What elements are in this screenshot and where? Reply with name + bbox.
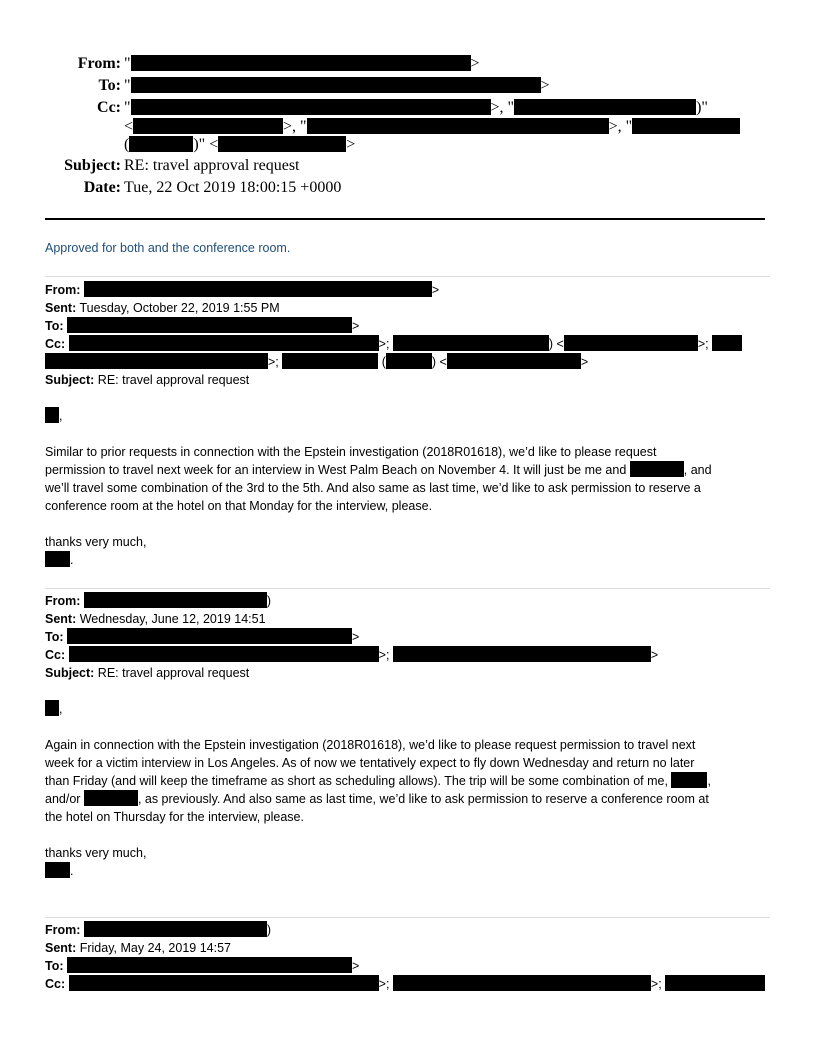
redaction	[307, 118, 609, 134]
redaction	[514, 99, 696, 115]
redaction	[133, 118, 283, 134]
email2-subject: RE: travel approval request	[97, 666, 250, 680]
redaction	[131, 77, 541, 93]
email3-sent: Friday, May 24, 2019 14:57	[79, 941, 231, 955]
email3-from-row: From: )	[45, 923, 272, 937]
email2-body-line-5: the hotel on Thursday for the interview, please.	[45, 810, 304, 824]
email2-body-line-4: and/or , as previously. And also same as last time, we’d like to ask permission to reserve a conference room at	[45, 792, 709, 806]
email2-sent-row: Sent: Wednesday, June 12, 2019 14:51	[45, 612, 266, 626]
redaction	[131, 99, 491, 115]
email2-subject-row: Subject: RE: travel approval request	[45, 666, 250, 680]
redaction	[129, 136, 193, 152]
redaction	[393, 646, 651, 662]
email2-from-row: From: )	[45, 594, 272, 608]
redaction	[67, 957, 352, 973]
divider	[45, 588, 770, 589]
email1-body-line-3: we’ll travel some combination of the 3rd to the 5th. And also same as last time, we’d like to ask permission to reserve a	[45, 481, 701, 495]
header-cc-label: Cc:	[97, 99, 121, 116]
email2-body-line-1: Again in connection with the Epstein investigation (2018R01618), we’d like to please request permission to travel next	[45, 738, 696, 752]
header-date-label: Date:	[83, 179, 121, 196]
header-subject: RE: travel approval request	[124, 157, 300, 174]
email1-body-line-2: permission to travel next week for an interview in West Palm Beach on November 4. It will just be me and , and	[45, 463, 712, 477]
email2-greeting: ,	[45, 700, 62, 718]
redaction	[393, 975, 651, 991]
email3-cc-row: Cc: >; >;	[45, 975, 765, 993]
redaction	[67, 317, 352, 333]
header-cc-row-2: < >, " >, "	[124, 117, 740, 137]
header-to-label: To:	[98, 77, 121, 94]
header-from-label: From:	[77, 55, 121, 72]
email1-to-row: To: >	[45, 319, 360, 333]
email3-sent-row: Sent: Friday, May 24, 2019 14:57	[45, 941, 231, 955]
page: From: " > To: " > Cc: " >, " )" < >, " >, " ( )" < > Subject: RE: travel approval request Date: Tue, 22 Oct 2019 18:00:15 +0000 Approved for both and the conference room. From: > Sent: Tuesday, October 22, 2019 1:55 PM To: > Cc: >; ) < >; >; ( ) < > Subject: RE: travel approval request , Similar to prior requests in connection with the Epstein investigation (2018R01618), we’d like to please request permission to travel next week for an interview in West Palm Beach on November 4. It will just be me and , and we’ll travel some combination of the 3rd to the 5th. And also same as last time, we’d like to ask permission to reserve a conference room at the hotel on that Monday for the interview, please. thanks very much, . From: ) Sent: Wednesday, June 12, 2019 14:51 To: > Cc: >; > Subject: RE: travel approval request , Again in connection with the Epstein investigation (2018R01618), we’d like to please request permission to travel next week for a victim interview in Los Angeles. As of now we tentatively expect to fly down Wednesday and return no later than Friday (and will keep the timeframe as short as scheduling allows). The trip will be some combination of me, , and/or , as previously. And also same as last time, we’d like to ask permission to reserve a conference room at the hotel on Thursday for the interview, please. thanks very much, . From: ) Sent: Friday, May 24, 2019 14:57 To: > Cc: >; >;	[0, 0, 816, 1056]
email1-body-line-4: conference room at the hotel on that Monday for the interview, please.	[45, 499, 433, 513]
redaction	[69, 646, 379, 662]
header-cc-row-3: ( )" < >	[124, 136, 356, 153]
email1-signature: .	[45, 551, 73, 569]
reply-text: Approved for both and the conference room.	[45, 241, 291, 255]
email2-sent: Wednesday, June 12, 2019 14:51	[79, 612, 266, 626]
email1-closing: thanks very much,	[45, 535, 147, 549]
email1-sent-row: Sent: Tuesday, October 22, 2019 1:55 PM	[45, 301, 280, 315]
divider	[45, 917, 770, 918]
redaction	[632, 118, 740, 134]
header-subject-label: Subject:	[64, 157, 121, 174]
email2-body-line-2: week for a victim interview in Los Angeles. As of now we tentatively expect to fly down Wednesday and return no later	[45, 756, 695, 770]
redaction	[282, 353, 378, 369]
redaction	[447, 353, 581, 369]
redaction	[218, 136, 346, 152]
redaction	[84, 921, 267, 937]
redaction	[386, 353, 432, 369]
redaction	[45, 700, 59, 716]
redaction	[69, 335, 379, 351]
email1-from-row: From: >	[45, 283, 440, 297]
redaction	[45, 551, 70, 567]
email2-closing: thanks very much,	[45, 846, 147, 860]
email1-sent: Tuesday, October 22, 2019 1:55 PM	[79, 301, 280, 315]
redaction	[84, 790, 138, 806]
redaction	[712, 335, 742, 351]
redaction	[84, 281, 432, 297]
email2-signature: .	[45, 862, 73, 880]
redaction	[630, 461, 684, 477]
redaction	[45, 353, 268, 369]
email1-cc-row: Cc: >; ) < >;	[45, 335, 742, 353]
header-date: Tue, 22 Oct 2019 18:00:15 +0000	[124, 179, 342, 196]
email3-to-row: To: >	[45, 959, 360, 973]
redaction	[84, 592, 267, 608]
redaction	[131, 55, 471, 71]
redaction	[564, 335, 698, 351]
email2-cc-row: Cc: >; >	[45, 648, 659, 662]
redaction	[393, 335, 549, 351]
email1-cc-row-2: >; ( ) < >	[45, 353, 588, 371]
redaction	[45, 862, 70, 878]
header-divider	[45, 218, 765, 220]
redaction	[671, 772, 707, 788]
email2-body-line-3: than Friday (and will keep the timeframe as short as scheduling allows). The trip will be some combination of me, ,	[45, 774, 711, 788]
email1-subject-row: Subject: RE: travel approval request	[45, 373, 250, 387]
redaction	[67, 628, 352, 644]
divider	[45, 276, 770, 277]
email2-to-row: To: >	[45, 630, 360, 644]
redaction	[45, 407, 59, 423]
redaction	[69, 975, 379, 991]
email1-greeting: ,	[45, 407, 62, 425]
email1-subject: RE: travel approval request	[97, 373, 250, 387]
redaction	[665, 975, 765, 991]
email1-body-line-1: Similar to prior requests in connection with the Epstein investigation (2018R01618), we’d like to please request	[45, 445, 657, 459]
